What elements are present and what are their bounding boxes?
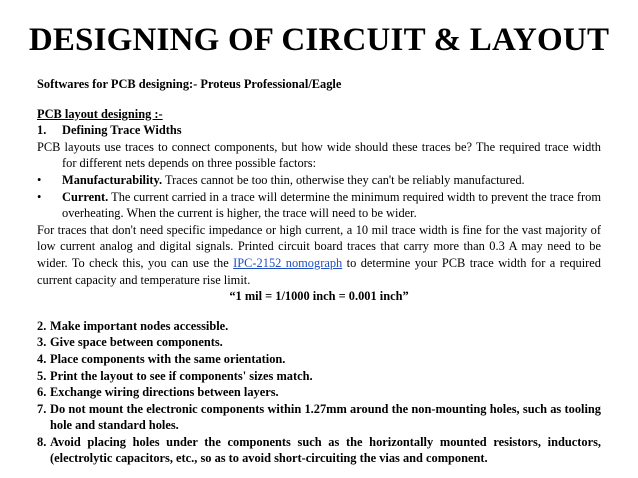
step-item [37,351,601,368]
bullet-text: The current carried in a trace will determine the minimum required width to prevent the trace from overheating. When the current is higher, the trace will need to be wider. [62,189,601,221]
step-number: 3. [37,335,47,350]
step-number: 2. [37,318,47,333]
formula-line: “1 mil = 1/1000 inch = 0.001 inch” [229,289,409,304]
section-heading: PCB layout designing :- [37,106,163,121]
spacer [37,93,601,106]
bullet-item-current [37,189,601,222]
step-text: Exchange wiring directions between layers. [50,385,279,400]
step-heading-label: Defining Trace Widths [62,123,182,138]
bullet-text: Traces cannot be too thin, otherwise they can't be reliably manufactured. [162,172,525,187]
step-heading-1 [37,122,601,139]
traces-paragraph [37,222,601,288]
step-text: Do not mount the electronic components within 1.27mm around the non-mounting holes, such as tooling hole and standard holes. [50,401,601,433]
traces-text-before: For traces that don't need specific impedance or high current, a 10 mil trace width is fine for the vast majority of low current analog and digital signals. Printed circuit board traces that carry more than 0.3 A may need to be wider. To check this, you can use the [37,222,601,270]
traces-text-after: to determine your PCB trace width for a required current capacity and temperature rise limit. [37,255,601,287]
bullet-icon: • [37,172,42,187]
step-number: 6. [37,385,47,400]
bullet-body [62,189,601,222]
step-item [37,334,601,351]
step-text: Place components with the same orientation. [50,351,286,366]
bullet-item-manufacturability [37,172,601,189]
intro-paragraph: PCB layouts use traces to connect components, but how wide should these traces be? The required trace width for different nets depends on three possible factors: [37,139,601,171]
step-number: 7. [37,401,47,416]
step-item [37,401,601,434]
step-text: Give space between components. [50,335,223,350]
step-text: Avoid placing holes under the components such as the horizontally mounted resistors, inductors, (electrolytic capacitors, etc., so as to avoid short-circuiting the vias and component. [50,434,601,466]
spacer [37,305,601,318]
step-item [37,368,601,385]
step-number: 4. [37,351,47,366]
bullet-term: Manufacturability. [62,172,163,187]
step-text: Make important nodes accessible. [50,318,229,333]
bullet-term: Current. [62,189,109,204]
step-number: 5. [37,368,47,383]
bullet-icon: • [37,189,42,204]
ipc-2152-nomograph-link[interactable]: IPC-2152 nomograph [233,255,343,270]
step-item [37,434,601,467]
step-text: Print the layout to see if components' sizes match. [50,368,313,383]
bullet-body [62,172,601,189]
software-line: Softwares for PCB designing:- Proteus Professional/Eagle [37,77,342,91]
step-item [37,384,601,401]
step-number: 1. [37,123,47,138]
slide-title: DESIGNING OF CIRCUIT & LAYOUT [28,22,610,58]
step-item [37,318,601,335]
step-number: 8. [37,434,47,449]
slide-content [37,76,601,467]
